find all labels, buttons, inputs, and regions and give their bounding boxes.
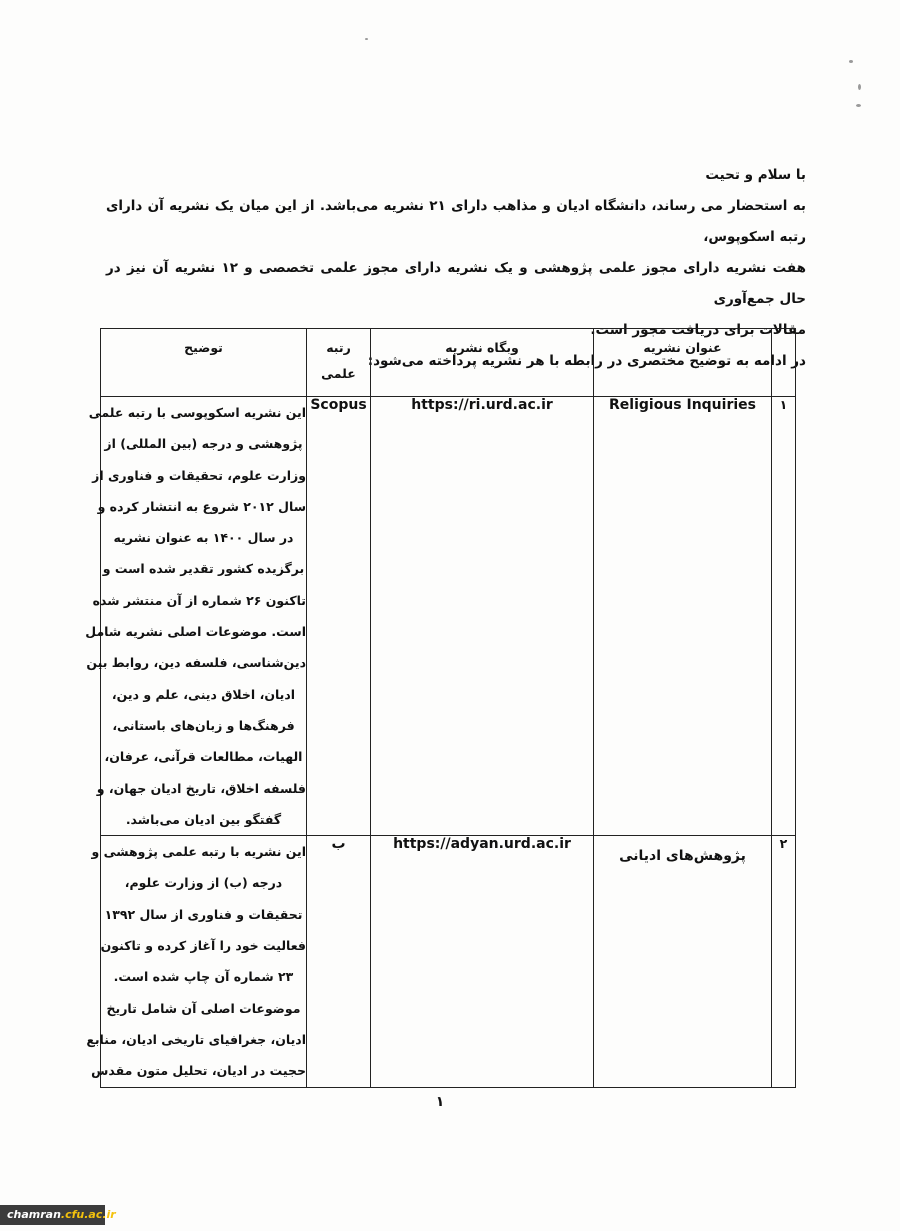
row-1-desc-line: دین‌شناسی، فلسفه دین، روابط بین [86, 655, 306, 671]
watermark-part2: .cfu.ac.ir [60, 1208, 116, 1221]
row-1-desc-line: وزارت علوم، تحقیقات و فناوری از [92, 467, 306, 483]
header-rank [307, 329, 371, 397]
row-1-desc-line: در سال ۱۴۰۰ به عنوان نشریه [113, 530, 294, 546]
row-2-desc-line: موضوعات اصلی آن شامل تاریخ [106, 1000, 301, 1016]
row-2-desc-line: این نشریه با رتبه علمی پژوهشی و [91, 844, 306, 860]
row-1-desc-line: الهیات، مطالعات قرآنی، عرفان، [104, 749, 303, 765]
row-2-desc-line: تحقیقات و فناوری از سال ۱۳۹۲ [104, 906, 303, 922]
row-1-desc-line: است. موضوعات اصلی نشریه شامل [85, 624, 306, 640]
row-2-desc-line: فعالیت خود را آغاز کرده و تاکنون [100, 938, 306, 954]
table-header-row [101, 329, 796, 397]
row-1-rank [307, 397, 371, 836]
row-1-desc-line: برگزیده کشور تقدیر شده است و [102, 561, 305, 577]
header-rank-line2: علمی [321, 366, 356, 381]
row-1-desc-line: پژوهشی و درجه (بین المللی) از [104, 436, 303, 452]
row-1-title [594, 397, 772, 836]
row-2-desc [86, 836, 307, 1087]
watermark-part1: chamran [7, 1208, 61, 1221]
row-1-desc-line: ادیان، اخلاق دینی، علم و دین، [111, 686, 296, 702]
intro-line-2: هفت نشریه دارای مجوز علمی پژوهشی و یک نشریه دارای مجوز علمی تخصصی و ۱۲ نشریه آن نیز در حال جمع‌آوری [106, 260, 807, 307]
scan-speck [858, 84, 861, 90]
scan-speck [365, 38, 368, 40]
row-2-rank: ب [307, 836, 371, 1087]
scan-speck [856, 104, 861, 107]
intro-line-4: در ادامه به توضیح مختصری در رابطه با هر نشریه پرداخته می‌شود: [367, 353, 806, 369]
row-1-site [371, 397, 594, 836]
scan-speck [849, 60, 853, 63]
row-1-desc-line: گفتگو بین ادیان می‌باشد. [125, 811, 282, 827]
header-site: وبگاه نشریه [371, 329, 594, 397]
row-2-desc-line: ادیان، جغرافیای تاریخی ادیان، منابع [86, 1031, 306, 1047]
row-1-desc-line: این نشریه اسکوپوسی با رتبه علمی [88, 405, 306, 420]
row-1-desc-line: سال ۲۰۱۲ شروع به انتشار کرده و [97, 498, 306, 514]
row-2-desc-line: درجه (ب) از وزارت علوم، [124, 875, 283, 891]
row-1-title-text: Religious Inquiries [609, 397, 756, 413]
row-1-desc-line: تاکنون ۲۶ شماره از آن منتشر شده [92, 592, 306, 608]
watermark-badge[interactable] [0, 1205, 116, 1225]
intro-line-3: مقالات برای دریافت مجوز است. [590, 322, 806, 338]
intro-line-1: به استحضار می رساند، دانشگاه ادیان و مذاهب دارای ۲۱ نشریه می‌باشد. از این میان یک نشریه آن دارای رتبه اسکوپوس، [106, 198, 807, 245]
row-2-site [371, 836, 594, 1087]
row-1-desc-line: فلسفه اخلاق، تاریخ ادیان جهان، و [96, 780, 306, 796]
row-2-desc-line: ۲۳ شماره آن چاپ شده است. [113, 969, 294, 985]
row-2-site-link: https://adyan.urd.ac.ir [393, 836, 571, 853]
journals-table [85, 328, 796, 1088]
row-2-desc-line: حجیت در ادیان، تحلیل متون مقدس [91, 1063, 306, 1079]
row-1-desc-line: فرهنگ‌ها و زبان‌های باستانی، [112, 717, 295, 733]
page-number: ۱ [435, 1094, 445, 1110]
header-rank-line1: رتبه [326, 340, 351, 355]
row-1-site-link: https://ri.urd.ac.ir [411, 397, 553, 413]
header-num [772, 329, 796, 397]
table-row [101, 397, 796, 836]
header-desc: توضیح [101, 329, 307, 397]
greeting: با سلام و تحیت [705, 167, 806, 183]
row-1-rank-text: Scopus [310, 397, 367, 413]
header-title: عنوان نشریه [594, 329, 772, 397]
row-1-num: ۱ [772, 397, 796, 836]
row-1-desc [85, 397, 307, 836]
row-2-num: ۲ [772, 836, 796, 1087]
table-row [101, 836, 796, 1087]
row-2-title: پژوهش‌های ادیانی [594, 836, 772, 1087]
